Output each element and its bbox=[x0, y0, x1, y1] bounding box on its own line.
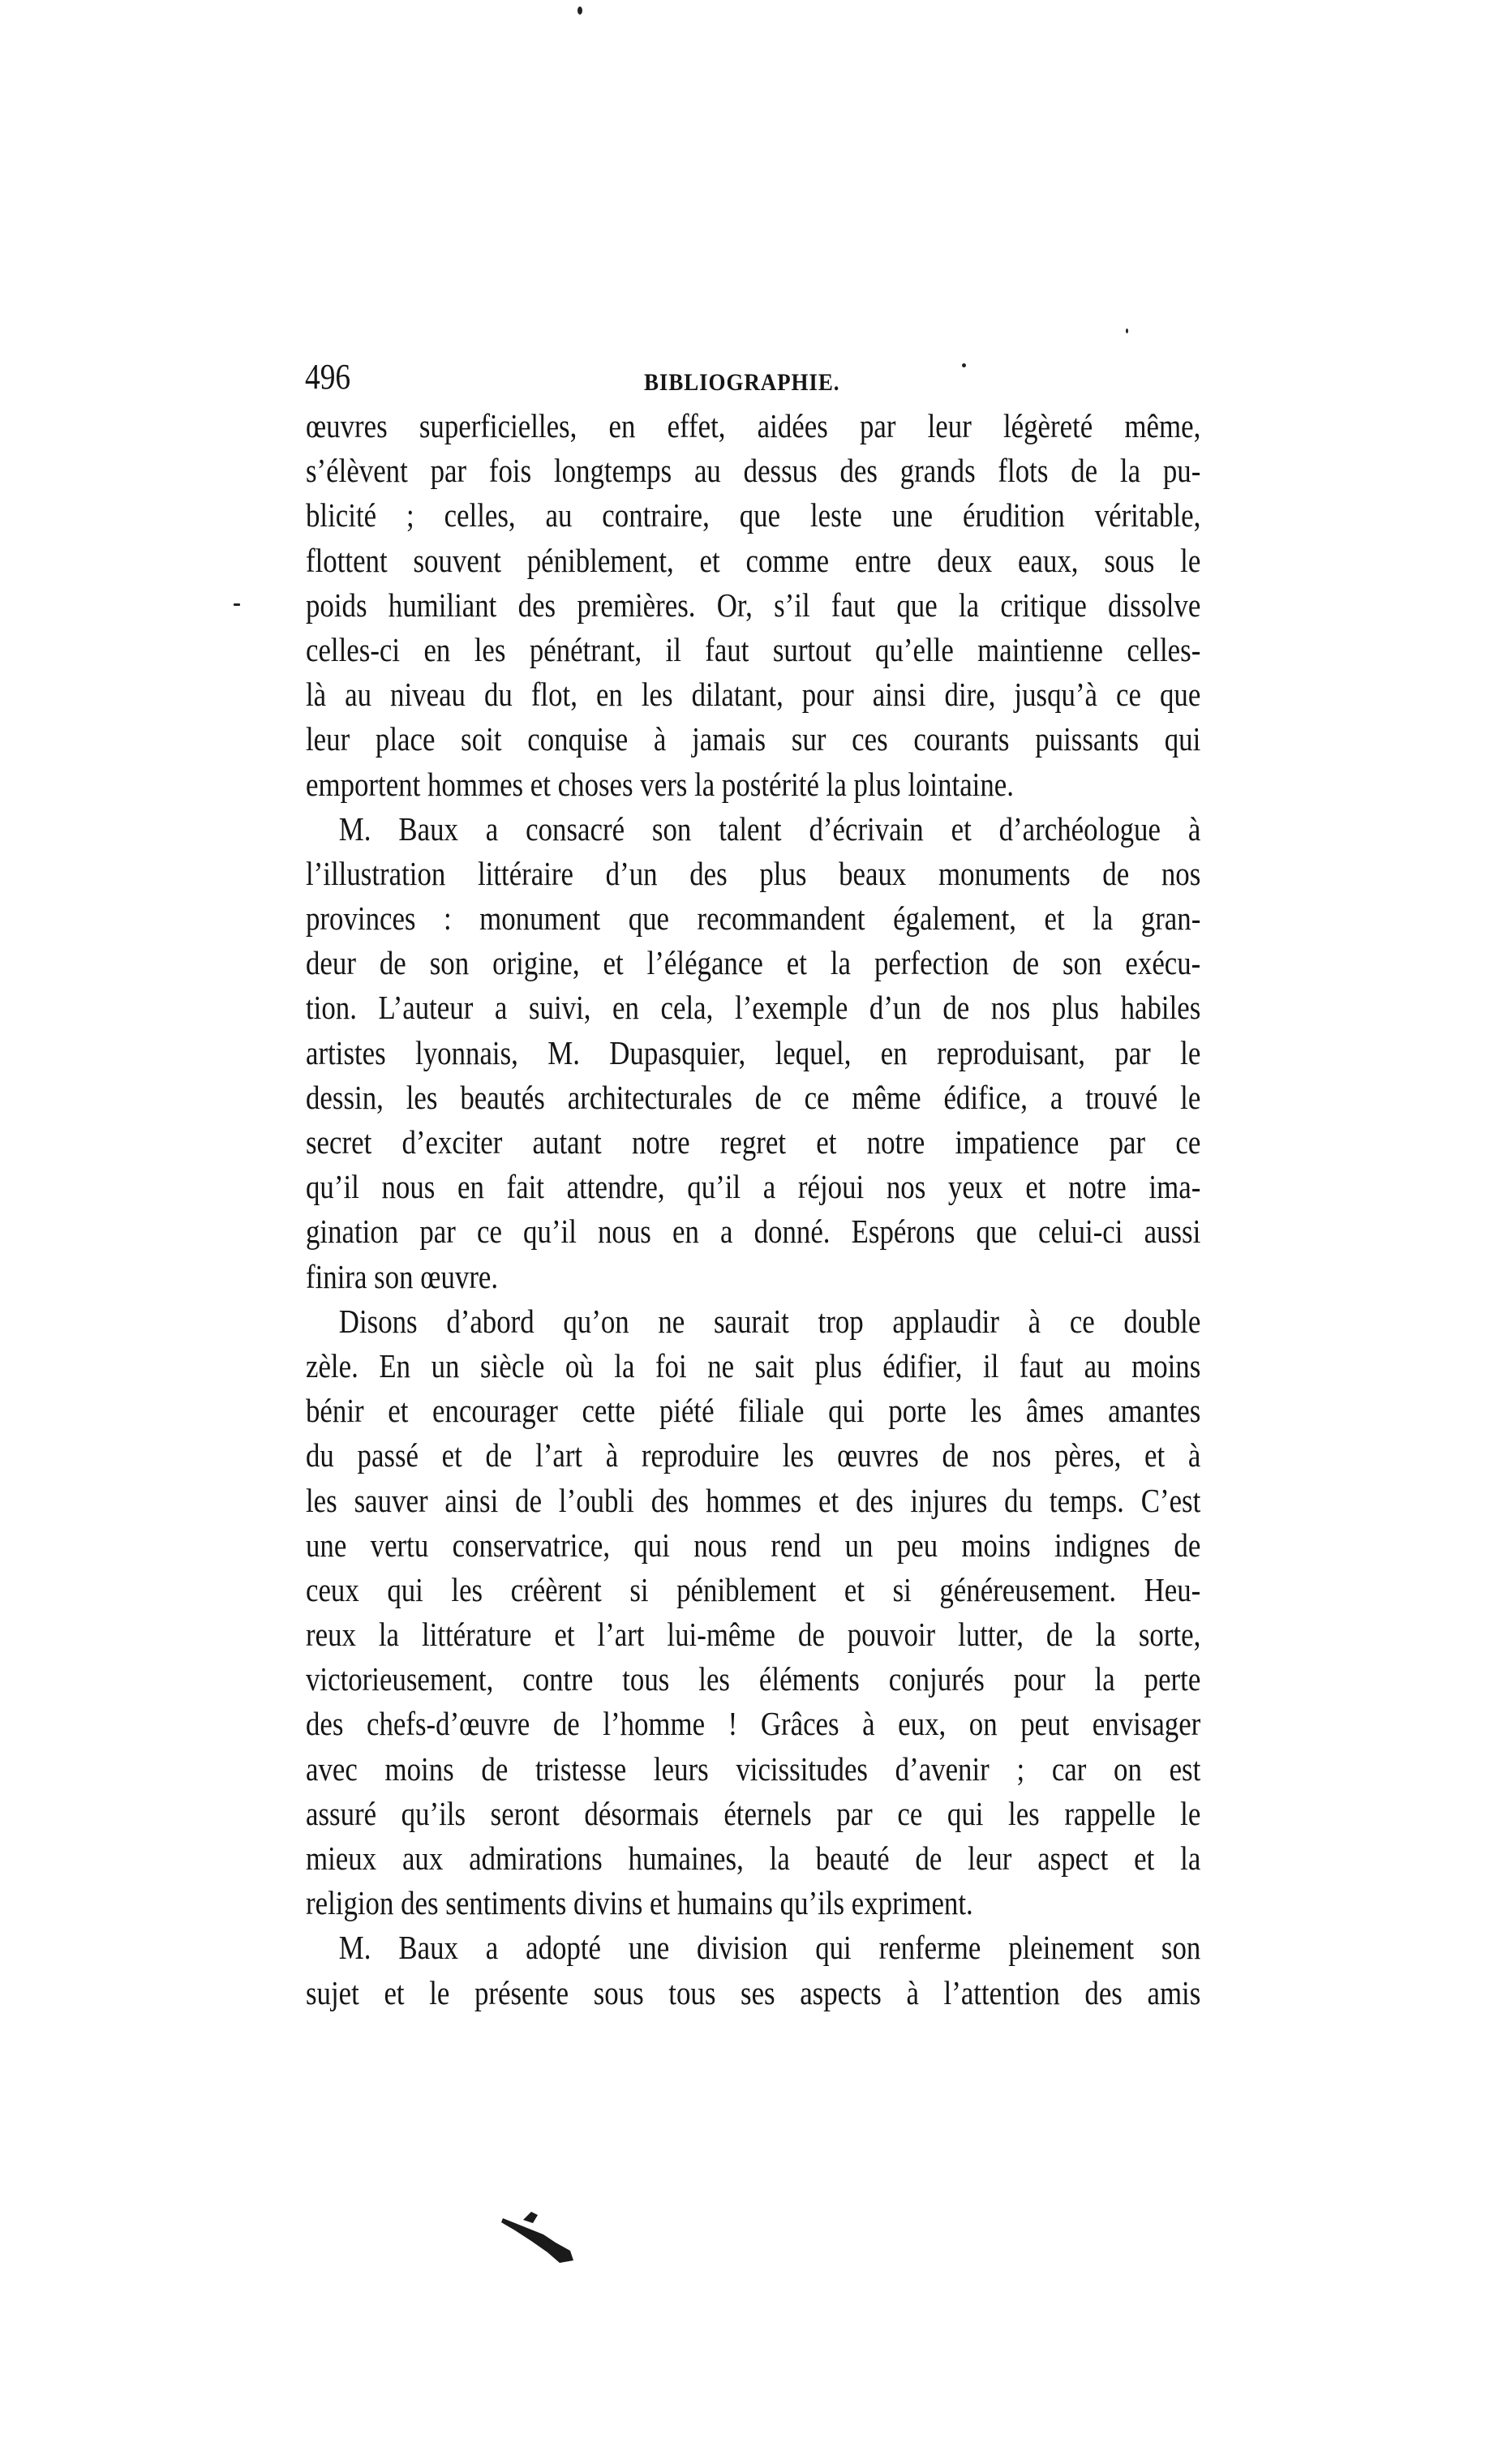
text-line: ceux qui les créèrent si péniblement et si généreusement. Heu- bbox=[306, 1570, 1201, 1608]
text-line: les sauver ainsi de l’oubli des hommes et des injures du temps. C’est bbox=[306, 1481, 1201, 1519]
text-line: Disons d’abord qu’on ne saurait trop applaudir à ce double bbox=[338, 1302, 1201, 1340]
text-line: victorieusement, contre tous les éléments conjurés pour la perte bbox=[306, 1660, 1201, 1698]
text-line: blicité ; celles, au contraire, que leste une érudition véritable, bbox=[306, 496, 1201, 534]
text-line: avec moins de tristesse leurs vicissitudes d’avenir ; car on est bbox=[306, 1749, 1201, 1788]
ink-speck bbox=[577, 6, 582, 15]
text-line: reux la littérature et l’art lui-même de pouvoir lutter, de la sorte, bbox=[306, 1616, 1201, 1654]
text-line: flottent souvent péniblement, et comme entre deux eaux, sous le bbox=[306, 541, 1201, 579]
text-line: poids humiliant des premières. Or, s’il faut que la critique dissolve bbox=[306, 586, 1201, 624]
text-line: celles-ci en les pénétrant, il faut surtout qu’elle maintienne celles- bbox=[306, 630, 1201, 668]
text-line: sujet et le présente sous tous ses aspects à l’attention des amis bbox=[306, 1973, 1201, 2011]
text-line: du passé et de l’art à reproduire les œuvres de nos pères, et à bbox=[306, 1436, 1201, 1475]
text-line: secret d’exciter autant notre regret et notre impatience par ce bbox=[306, 1123, 1201, 1161]
ink-speck bbox=[1126, 328, 1128, 333]
text-line: finira son œuvre. bbox=[306, 1257, 499, 1295]
text-line: qu’il nous en fait attendre, qu’il a réjoui nos yeux et notre ima- bbox=[306, 1168, 1201, 1206]
ink-blot-icon bbox=[499, 2202, 580, 2267]
text-line: là au niveau du flot, en les dilatant, pour ainsi dire, jusqu’à ce que bbox=[306, 676, 1201, 714]
text-line: des chefs-d’œuvre de l’homme ! Grâces à eux, on peut envisager bbox=[306, 1705, 1201, 1743]
text-line: M. Baux a consacré son talent d’écrivain et d’archéologue à bbox=[338, 809, 1201, 848]
text-line: artistes lyonnais, M. Dupasquier, lequel, en reproduisant, par le bbox=[306, 1033, 1201, 1071]
text-line: une vertu conservatrice, qui nous rend un peu moins indignes de bbox=[306, 1526, 1201, 1564]
text-line: religion des sentiments divins et humains qu’ils expriment. bbox=[306, 1884, 973, 1922]
text-line: M. Baux a adopté une division qui renferme pleinement son bbox=[338, 1929, 1201, 1967]
text-line: bénir et encourager cette piété filiale qui porte les âmes amantes bbox=[306, 1392, 1201, 1430]
text-line: œuvres superficielles, en effet, aidées par leur légèreté même, bbox=[306, 407, 1201, 444]
text-line: assuré qu’ils seront désormais éternels par ce qui les rappelle le bbox=[306, 1794, 1201, 1832]
text-line: leur place soit conquise à jamais sur ces courants puissants qui bbox=[306, 720, 1201, 758]
text-line: s’élèvent par fois longtemps au dessus des grands flots de la pu- bbox=[306, 452, 1201, 490]
text-line: provinces : monument que recommandent également, et la gran- bbox=[306, 899, 1201, 938]
text-line: l’illustration littéraire d’un des plus beaux monuments de nos bbox=[306, 854, 1201, 892]
ink-speck bbox=[962, 363, 966, 367]
text-line: deur de son origine, et l’élégance et la perfection de son exécu- bbox=[306, 944, 1201, 982]
text-line: emportent hommes et choses vers la postérité la plus lointaine. bbox=[306, 765, 1014, 803]
text-line: mieux aux admirations humaines, la beauté de leur aspect et la bbox=[306, 1839, 1201, 1877]
text-line: dessin, les beautés architecturales de ce même édifice, a trouvé le bbox=[306, 1078, 1201, 1116]
ink-speck bbox=[234, 603, 240, 606]
text-line: gination par ce qu’il nous en a donné. Espérons que celui-ci aussi bbox=[306, 1213, 1201, 1251]
body-text bbox=[306, 404, 1359, 2015]
text-line: zèle. En un siècle où la foi ne sait plus édifier, il faut au moins bbox=[306, 1346, 1201, 1384]
text-line: tion. L’auteur a suivi, en cela, l’exemple d’un de nos plus habiles bbox=[306, 989, 1201, 1027]
page-number: 496 bbox=[305, 357, 351, 397]
running-title: BIBLIOGRAPHIE. bbox=[644, 369, 840, 396]
